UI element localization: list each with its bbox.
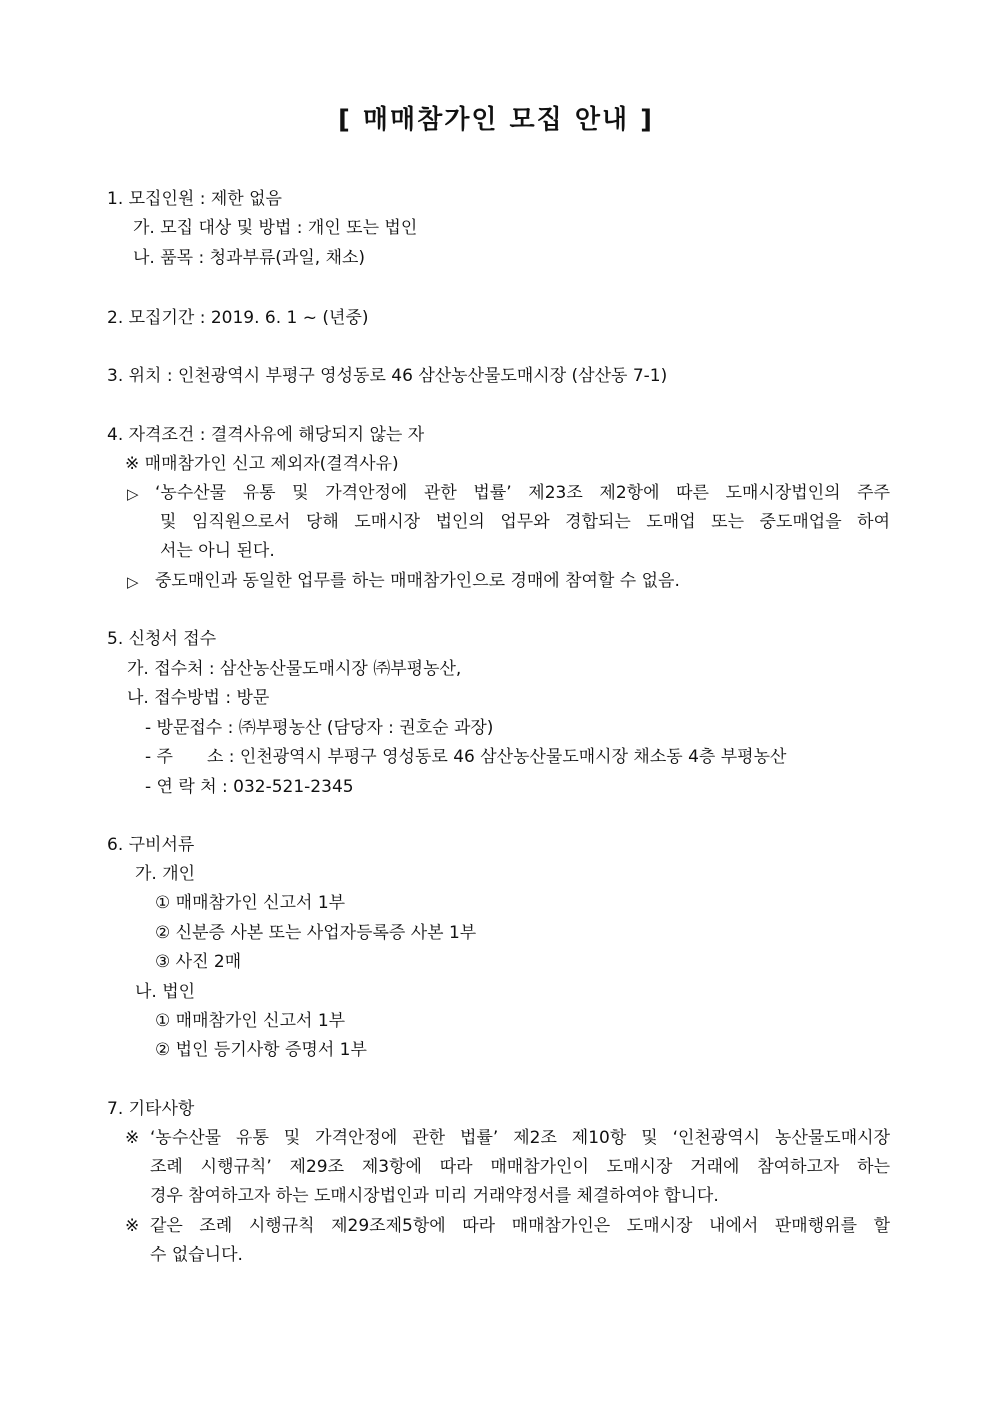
bullet-triangle-icon: ▷	[127, 573, 139, 591]
section-5-visit: - 방문접수 : ㈜부평농산 (담당자 : 권호순 과장)	[145, 718, 494, 738]
section-5-contact: - 연 락 처 : 032-521-2345	[145, 777, 354, 797]
section-6-item-a-3: ③ 사진 2매	[155, 952, 242, 972]
page-title: [ 매매참가인 모집 안내 ]	[337, 105, 655, 135]
section-2-heading: 2. 모집기간 : 2019. 6. 1 ~ (년중)	[107, 308, 369, 328]
bullet-triangle-icon: ▷	[127, 485, 139, 503]
section-4-bullet-2: 중도매인과 동일한 업무를 하는 매매참가인으로 경매에 참여할 수 없음.	[155, 571, 680, 591]
section-6-heading: 6. 구비서류	[107, 835, 195, 855]
section-6-item-b: 나. 법인	[135, 982, 196, 1002]
section-5-item-a: 가. 접수처 : 삼산농산물도매시장 ㈜부평농산,	[127, 659, 462, 679]
section-7-heading: 7. 기타사항	[107, 1099, 195, 1119]
section-7-note-2-line-2: 수 없습니다.	[150, 1245, 243, 1265]
section-4-bullet-1-line-1: ‘농수산물 유통 및 가격안정에 관한 법률’ 제23조 제2항에 따른 도매시장법인의 주주	[155, 483, 890, 503]
note-mark-icon: ※	[125, 1216, 140, 1236]
section-5-item-b: 나. 접수방법 : 방문	[127, 688, 270, 708]
section-4-bullet-1-line-3: 서는 아니 된다.	[160, 541, 275, 561]
section-1-heading: 1. 모집인원 : 제한 없음	[107, 189, 282, 209]
section-7-note-1-line-1: ‘농수산물 유통 및 가격안정에 관한 법률’ 제2조 제10항 및 ‘인천광역시 농산물도매시장	[150, 1128, 890, 1148]
section-4-note: ※ 매매참가인 신고 제외자(결격사유)	[125, 454, 399, 474]
section-4-bullet-1-line-2: 및 임직원으로서 당해 도매시장 법인의 업무와 경합되는 도매업 또는 중도매업을 하여	[160, 512, 890, 532]
section-3-heading: 3. 위치 : 인천광역시 부평구 영성동로 46 삼산농산물도매시장 (삼산동 7-1)	[107, 366, 668, 386]
section-6-item-a-1: ① 매매참가인 신고서 1부	[155, 893, 346, 913]
section-5-address: - 주 소 : 인천광역시 부평구 영성동로 46 삼산농산물도매시장 채소동 4층 부평농산	[145, 747, 787, 767]
section-7-note-1-line-2: 조례 시행규칙’ 제29조 제3항에 따라 매매참가인이 도매시장 거래에 참여하고자 하는	[150, 1157, 890, 1177]
section-4-heading: 4. 자격조건 : 결격사유에 해당되지 않는 자	[107, 425, 425, 445]
section-6-item-a: 가. 개인	[135, 864, 196, 884]
section-5-heading: 5. 신청서 접수	[107, 629, 217, 649]
section-7-note-1-line-3: 경우 참여하고자 하는 도매시장법인과 미리 거래약정서를 체결하여야 합니다.	[150, 1186, 719, 1206]
section-6-item-a-2: ② 신분증 사본 또는 사업자등록증 사본 1부	[155, 923, 477, 943]
note-mark-icon: ※	[125, 1128, 140, 1148]
section-7-note-2-line-1: 같은 조례 시행규칙 제29조제5항에 따라 매매참가인은 도매시장 내에서 판매행위를 할	[150, 1216, 890, 1236]
section-6-item-b-2: ② 법인 등기사항 증명서 1부	[155, 1040, 367, 1060]
section-1-item-b: 나. 품목 : 청과부류(과일, 채소)	[133, 248, 366, 268]
section-6-item-b-1: ① 매매참가인 신고서 1부	[155, 1011, 346, 1031]
section-1-item-a: 가. 모집 대상 및 방법 : 개인 또는 법인	[133, 218, 418, 238]
